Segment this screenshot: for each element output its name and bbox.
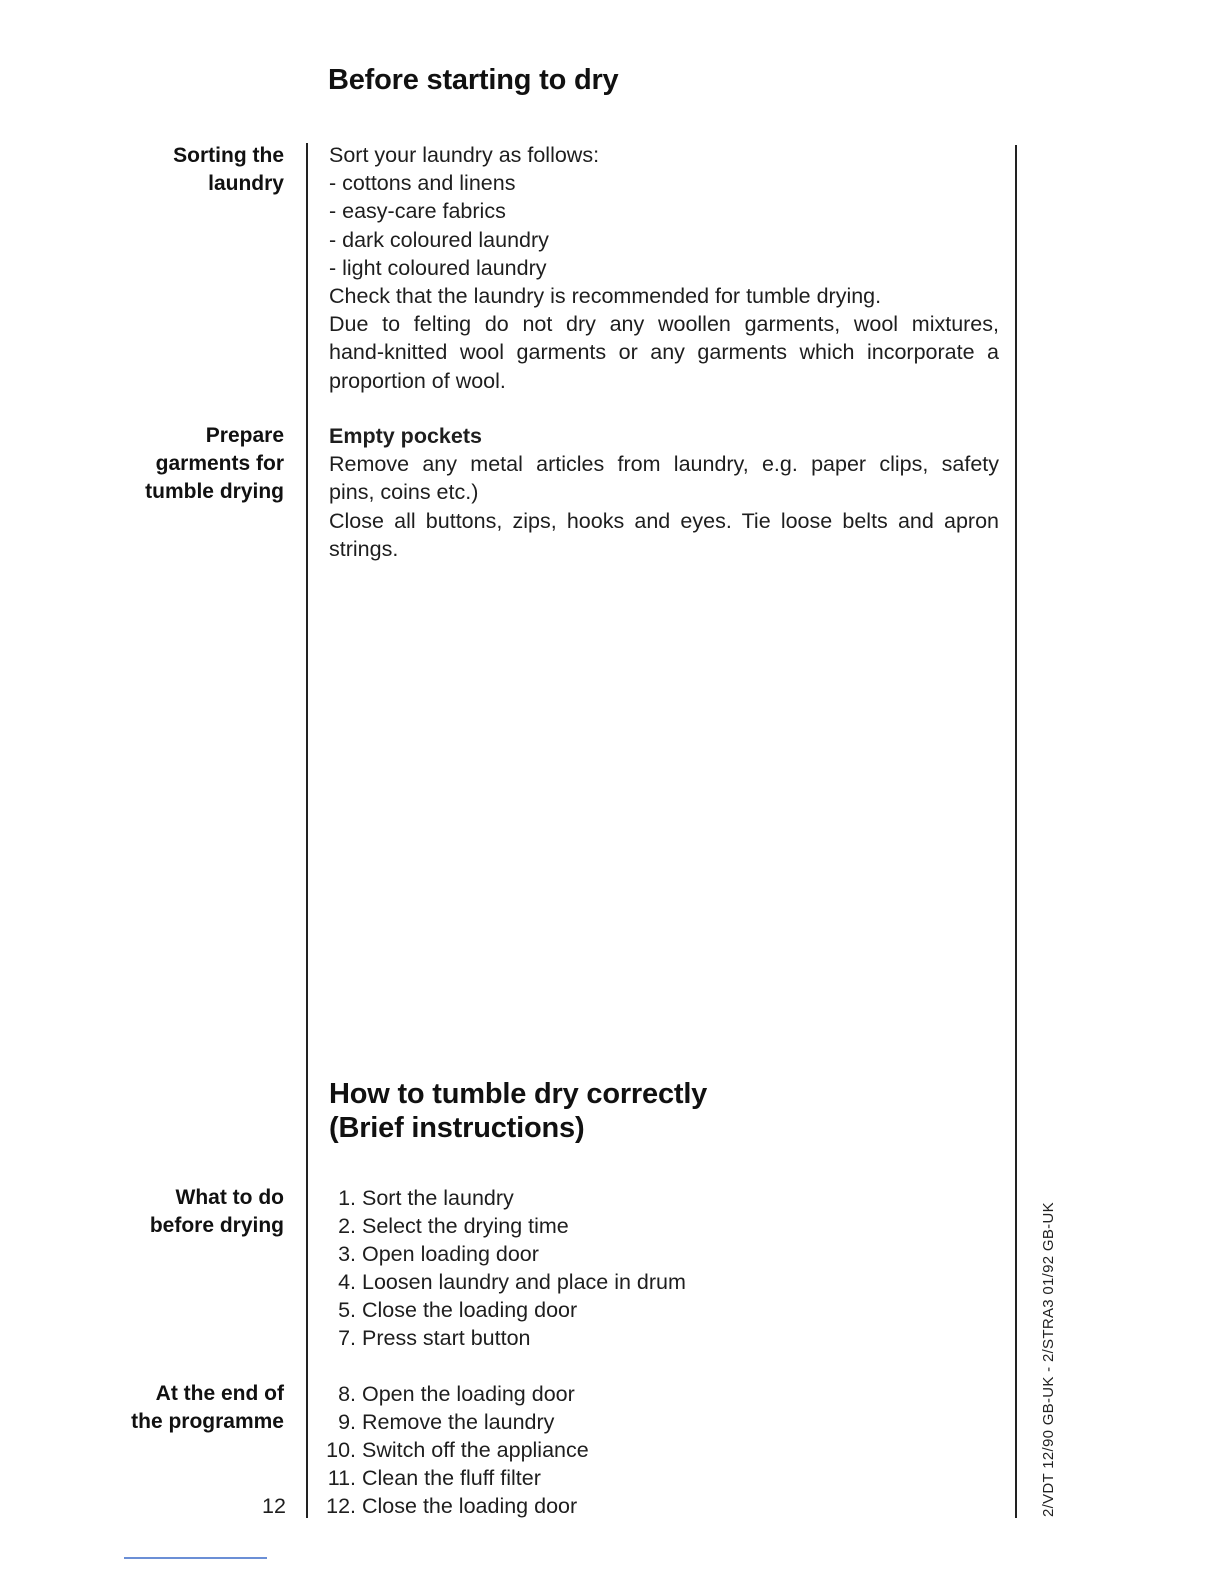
list-item: - light coloured laundry xyxy=(329,255,547,280)
list-item: - dark coloured laundry xyxy=(329,227,549,252)
prepare-heading: Prepare garments for tumble drying xyxy=(145,424,284,503)
before-steps xyxy=(322,1184,686,1352)
before-drying-heading: What to do before drying xyxy=(149,1186,284,1237)
prepare-line: pins, coins etc.) xyxy=(329,480,479,505)
prepare-body xyxy=(329,422,999,563)
sorting-heading: Sorting the laundry xyxy=(173,144,284,195)
empty-pockets-subheading: Empty pockets xyxy=(329,424,482,448)
list-item: 10. Switch off the appliance xyxy=(326,1438,589,1462)
list-item: 7. Press start button xyxy=(338,1326,531,1350)
footer-rule xyxy=(124,1557,267,1559)
felting-line: hand-knitted wool garments or any garments which incorporate a xyxy=(329,340,999,365)
list-item: 3. Open loading door xyxy=(338,1242,539,1266)
list-item: - easy-care fabrics xyxy=(329,199,506,224)
document-code: 2/VDT 12/90 GB-UK - 2/STRA3 01/92 GB-UK xyxy=(1040,1202,1057,1517)
list-item: - cottons and linens xyxy=(329,171,516,196)
page-number: 12 xyxy=(262,1494,286,1518)
prepare-line: Remove any metal articles from laundry, e.g. paper clips, safety xyxy=(329,452,999,477)
list-item: 11. Clean the fluff filter xyxy=(327,1466,541,1490)
prepare-line: strings. xyxy=(329,536,399,561)
felting-line: Due to felting do not dry any woollen garments, wool mixtures, xyxy=(329,312,999,337)
prepare-line: Close all buttons, zips, hooks and eyes. Tie loose belts and apron xyxy=(329,508,999,533)
list-item: 9. Remove the laundry xyxy=(338,1410,555,1434)
how-to-title: How to tumble dry correctly (Brief instructions) xyxy=(329,1078,708,1144)
list-item: 1. Sort the laundry xyxy=(338,1186,514,1210)
page-title: Before starting to dry xyxy=(328,64,619,96)
sorting-check: Check that the laundry is recommended for tumble drying. xyxy=(329,284,882,309)
left-column-rule xyxy=(306,143,308,1518)
list-item: 4. Loosen laundry and place in drum xyxy=(338,1270,686,1294)
list-item: 12. Close the loading door xyxy=(326,1494,578,1518)
list-item: 2. Select the drying time xyxy=(338,1214,569,1238)
sorting-body xyxy=(329,141,999,395)
end-steps xyxy=(322,1380,589,1520)
sorting-intro: Sort your laundry as follows: xyxy=(329,143,600,167)
felting-line: proportion of wool. xyxy=(329,368,506,393)
right-column-rule xyxy=(1015,145,1017,1518)
list-item: 8. Open the loading door xyxy=(338,1382,575,1406)
list-item: 5. Close the loading door xyxy=(338,1298,578,1322)
end-of-programme-heading: At the end of the programme xyxy=(131,1382,284,1433)
